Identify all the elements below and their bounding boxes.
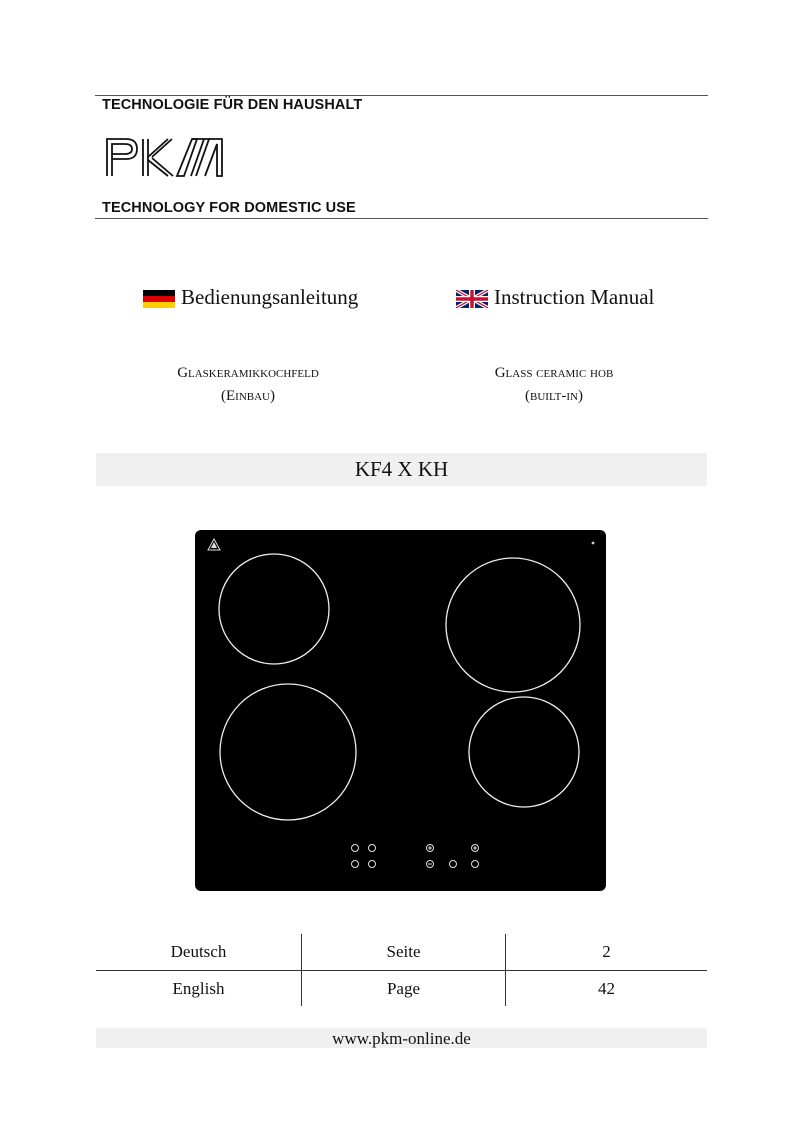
english-manual-label: Instruction Manual xyxy=(494,285,655,309)
flag-germany-icon xyxy=(143,289,175,307)
table-row xyxy=(96,970,707,1007)
power-icon xyxy=(472,861,479,868)
toc-page-number: 42 xyxy=(598,979,615,998)
cooking-zone-front-left xyxy=(220,684,356,820)
zone-select-icon xyxy=(352,861,359,868)
language-page-table xyxy=(96,934,707,1007)
zone-select-icon xyxy=(369,845,376,852)
cooking-zone-rear-left xyxy=(219,554,329,664)
cooking-zone-front-right xyxy=(469,697,579,807)
product-description-german xyxy=(118,362,378,408)
tagline-english: TECHNOLOGY FOR DOMESTIC USE xyxy=(102,200,356,216)
zone-select-icon xyxy=(369,861,376,868)
product-name-german: Glaskeramikkochfeld xyxy=(177,365,319,381)
flag-uk-icon xyxy=(456,289,488,307)
toc-language: English xyxy=(172,979,225,998)
product-name-english: Glass ceramic hob xyxy=(494,365,614,381)
zone-select-icon xyxy=(352,845,359,852)
model-number: KF4 X KH xyxy=(96,453,707,486)
header-bottom-rule xyxy=(95,218,708,219)
top-rule xyxy=(95,95,708,96)
toc-page-number: 2 xyxy=(602,942,611,961)
touch-control-panel xyxy=(352,845,479,868)
hob-image xyxy=(195,530,606,891)
german-manual-label: Bedienungsanleitung xyxy=(181,285,359,309)
product-type-german: (Einbau) xyxy=(221,388,275,404)
timer-icon xyxy=(450,861,457,868)
cooking-zone-rear-right xyxy=(446,558,580,692)
toc-page-word: Seite xyxy=(386,942,421,961)
toc-page-word: Page xyxy=(386,979,421,998)
warning-triangle-icon xyxy=(208,539,220,550)
german-manual-title xyxy=(143,285,358,310)
tagline-german: TECHNOLOGIE FÜR DEN HAUSHALT xyxy=(102,97,363,113)
english-manual-title xyxy=(456,285,654,310)
brand-mark-icon xyxy=(592,542,595,545)
toc-language: Deutsch xyxy=(170,942,227,961)
product-description-english xyxy=(424,362,684,408)
table-row xyxy=(96,934,707,970)
pkm-logo xyxy=(104,136,226,178)
website-url[interactable]: www.pkm-online.de xyxy=(96,1028,707,1048)
product-type-english: (built-in) xyxy=(525,388,583,404)
